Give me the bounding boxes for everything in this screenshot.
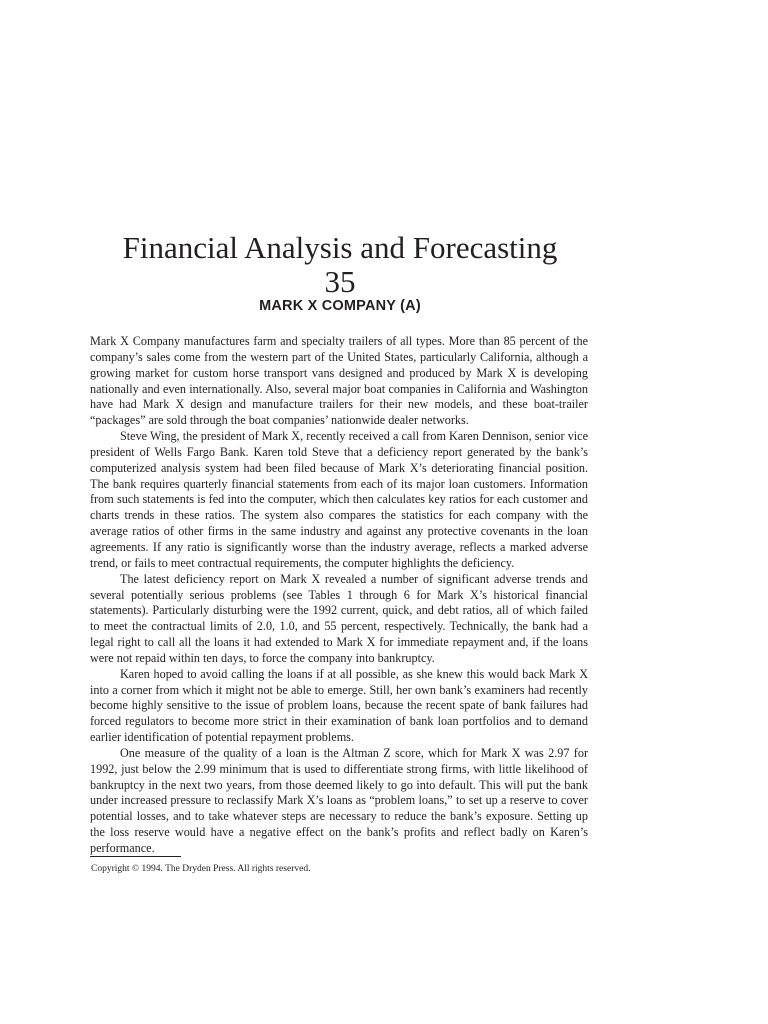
footnote-divider <box>90 856 181 857</box>
body-text <box>90 334 588 857</box>
chapter-heading <box>90 231 590 299</box>
paragraph: Steve Wing, the president of Mark X, recently received a call from Karen Dennison, senior vice president of Wells Fargo Bank. Karen told Steve that a deficiency report generated by the bank’s computerized analysis system had been filed because of Mark X’s deteriorating financial position. The bank requires quarterly financial statements from each of its major loan customers. Information from such statements is fed into the computer, which then calculates key ratios for each customer and charts trends in these ratios. The system also compares the statistics for each company with the average ratios of other firms in the same industry and against any protective covenants in the loan agreements. If any ratio is significantly worse than the industry average, reflects a marked adverse trend, or fails to meet contractual requirements, the computer highlights the deficiency. <box>90 429 588 570</box>
paragraph: One measure of the quality of a loan is the Altman Z score, which for Mark X was 2.97 for 1992, just below the 2.99 minimum that is used to differentiate strong firms, with little likelihood of bankruptcy in the next two years, from those deemed likely to go into default. This will put the bank under increased pressure to reclassify Mark X’s loans as “problem loans,” to set up a reserve to cover potential losses, and to take whatever steps are necessary to reduce the bank’s exposure. Setting up the loss reserve would have a negative effect on the bank’s profits and reflect badly on Karen’s performance. <box>90 745 588 855</box>
copyright-footnote: Copyright © 1994. The Dryden Press. All rights reserved. <box>91 864 311 874</box>
case-title: MARK X COMPANY (A) <box>259 298 421 314</box>
paragraph: Mark X Company manufactures farm and specialty trailers of all types. More than 85 percent of the company’s sales come from the western part of the United States, particularly California, although a growing market for custom horse transport vans designed and produced by Mark X is developing nationally and even internationally. Also, several major boat companies in California and Washington have had Mark X design and manufacture trailers for their new models, and these boat-trailer “packages” are sold through the boat companies’ nationwide dealer networks. <box>90 334 588 428</box>
paragraph: The latest deficiency report on Mark X revealed a number of significant adverse trends and several potentially serious problems (see Tables 1 through 6 for Mark X’s historical financial statements). Particularly disturbing were the 1992 current, quick, and debt ratios, all of which failed to meet the contractual limits of 2.0, 1.0, and 55 percent, respectively. Technically, the bank had a legal right to call all the loans it had extended to Mark X for immediate repayment and, if the loans were not repaid within ten days, to force the company into bankruptcy. <box>90 571 588 665</box>
chapter-title: Financial Analysis and Forecasting <box>122 229 558 265</box>
chapter-number: 35 <box>324 263 356 299</box>
paragraph: Karen hoped to avoid calling the loans if at all possible, as she knew this would back Mark X into a corner from which it might not be able to emerge. Still, her own bank’s examiners had recently become highly sensitive to the issue of problem loans, because the recent spate of bank failures had forced regulators to become more strict in their examination of bank loan portfolios and to demand earlier identification of potential repayment problems. <box>90 666 588 745</box>
